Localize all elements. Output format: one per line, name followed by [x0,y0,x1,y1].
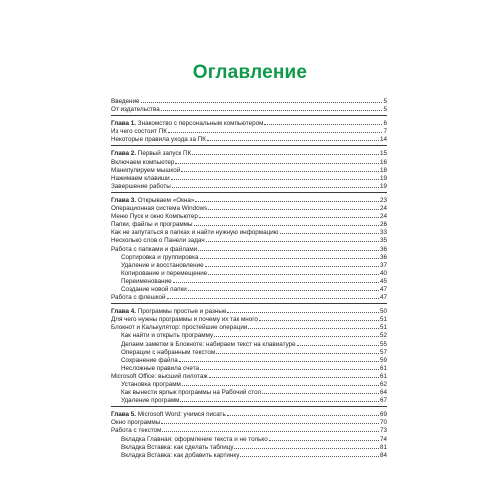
toc-chapter-row [111,307,387,315]
dot-leader [161,105,383,111]
page-number: 24 [379,205,387,213]
toc-entry-text: Окно программы [111,419,161,427]
toc-entry-label [111,183,171,191]
toc-entry-text: Нажимаем клавиши [111,174,170,182]
toc-chapter-row [111,410,387,418]
page-number: 50 [379,308,387,316]
toc-entry-label [111,136,206,144]
toc-entry-text: Блокнот и Калькулятор: простейшие операции [111,324,248,332]
page-number: 23 [379,196,387,204]
toc-entry-text: Несколько слов о Панели задач [111,237,205,245]
toc-entry-row [111,293,387,301]
dot-leader [280,228,379,234]
toc-entry-label [111,205,207,213]
toc-entry-row [111,212,387,220]
toc-chapter-row [111,119,387,127]
toc-chapter-row [111,149,387,157]
page-number: 33 [379,229,387,237]
page-number: 24 [379,213,387,221]
toc-entry-text: Создание новой папки [121,285,187,293]
chapter-number: Глава 5. [111,411,137,419]
page-number: 51 [379,316,387,324]
toc-entry-row [111,426,387,434]
toc-entry-text: От издательства [111,106,160,114]
toc-entry-text: Работа с папками и файлами [111,245,198,253]
chapter-number: Глава 3. [111,196,137,204]
page-number: 84 [379,451,387,459]
toc-entry-text: Работа с текстом [111,427,162,435]
toc-entry-row [111,253,387,261]
toc-entry-row [111,105,387,113]
dot-leader [172,182,379,188]
toc-entry-row [111,396,387,404]
toc-entry-text: Открываем «Окна» [136,196,195,204]
toc-section [111,97,387,113]
page-number: 5 [383,98,387,105]
page-number: 57 [379,348,387,356]
toc-section [111,406,387,459]
page-number: 64 [379,389,387,397]
toc-entry-text: Делаем заметки в Блокноте: набираем текст на клавиатуре [121,340,296,348]
table-of-contents [111,97,387,459]
dot-leader [227,410,379,416]
dot-leader [207,135,379,141]
dot-leader [181,166,379,172]
toc-entry-label [111,308,226,316]
toc-entry-row [111,418,387,426]
page-number: 55 [379,340,387,348]
toc-section [111,192,387,301]
dot-leader [206,236,379,242]
dot-leader [182,380,379,386]
page-number: 19 [379,182,387,190]
toc-entry-text: Операции с набранным текстом [121,348,216,356]
dot-leader [200,253,379,259]
page-number: 16 [379,158,387,166]
toc-entry-text: Установка программ [121,381,181,388]
toc-entry-text: Как найти и открыть программу [121,332,214,340]
dot-leader [179,356,379,362]
toc-entry-text: Завершение работы [111,182,171,190]
toc-entry-label [111,254,199,262]
toc-entry-text: Копирование и перемещение [121,269,208,277]
page-number: 26 [379,221,387,229]
toc-entry-row [111,261,387,269]
dot-leader [199,212,379,218]
toc-entry-text: Программы простые и разные [136,308,227,316]
toc-entry-row [111,204,387,212]
page-number: 74 [379,435,387,443]
page-number: 62 [379,381,387,388]
toc-entry-row [111,372,387,380]
toc-entry-text: Включаем компьютер [111,158,175,166]
dot-leader [200,364,379,370]
page-number: 81 [379,443,387,451]
toc-entry-text: Microsoft Word: учимся писать [136,411,226,419]
page-number: 47 [379,285,387,293]
page-number: 15 [379,150,387,158]
toc-entry-text: Введение [111,98,140,105]
page-number: 37 [379,261,387,269]
dot-leader [188,285,379,291]
page-number: 59 [379,356,387,364]
toc-entry-label [111,365,199,373]
toc-entry-label [111,332,213,340]
dot-leader [192,149,379,155]
page-number: 61 [379,372,387,380]
toc-entry-label [111,278,172,286]
dot-leader [205,261,379,267]
toc-entry-row [111,220,387,228]
dot-leader [168,127,383,133]
toc-entry-label [111,213,198,221]
toc-entry-row [111,277,387,285]
page-number: 35 [379,237,387,245]
toc-entry-row [111,285,387,293]
dot-leader [240,451,379,457]
dot-leader [214,331,379,337]
toc-entry-row [111,364,387,372]
toc-entry-row [111,331,387,339]
toc-entry-label [111,294,166,302]
toc-entry-label [111,357,178,365]
toc-entry-label [111,452,239,460]
dot-leader [198,245,379,251]
page-number: 67 [379,397,387,405]
toc-entry-text: Операционная система Windows [111,205,208,213]
toc-entry-row [111,236,387,244]
toc-entry-label [111,397,179,405]
toc-entry-row [111,228,387,236]
toc-entry-label [111,444,233,452]
toc-entry-row [111,166,387,174]
toc-entry-row [111,269,387,277]
dot-leader [297,340,379,346]
dot-leader [141,97,383,103]
toc-entry-row [111,174,387,182]
page-number: 14 [379,136,387,144]
dot-leader [259,315,379,321]
dot-leader [234,443,379,449]
page-number: 36 [379,245,387,253]
page-number: 19 [379,174,387,182]
toc-entry-row [111,245,387,253]
toc-entry-row [111,443,387,451]
toc-chapter-row [111,196,387,204]
page-number: 70 [379,419,387,427]
toc-entry-text: Вкладка Главная: оформление текста и не только [121,435,268,443]
toc-entry-row [111,315,387,323]
toc-entry-label [111,427,161,435]
toc-entry-row [111,340,387,348]
dot-leader [194,220,379,226]
toc-entry-label [111,237,205,245]
page-number: 69 [379,411,387,419]
toc-entry-text: Удаление программ [121,397,180,405]
toc-entry-label [111,106,160,114]
dot-leader [162,426,379,432]
chapter-number: Глава 1. [111,120,137,128]
page-number: 36 [379,253,387,261]
page-number: 6 [383,120,387,128]
page-number: 61 [379,364,387,372]
toc-entry-label [111,197,194,205]
dot-leader [195,196,379,202]
dot-leader [208,269,379,275]
page-number: 52 [379,332,387,340]
toc-entry-text: Как не запутаться в папках и найти нужную информацию [111,229,279,237]
toc-entry-row [111,135,387,143]
toc-entry-row [111,97,387,105]
toc-entry-label [111,246,197,254]
toc-entry-text: Сортировка и группировка [121,253,199,261]
dot-leader [173,277,379,283]
toc-entry-text: Для чего нужны программы и почему их так много [111,316,258,324]
toc-entry-label [111,175,170,183]
dot-leader [175,158,379,164]
page-number: 45 [379,277,387,285]
dot-leader [227,307,379,313]
toc-entry-label [111,262,204,270]
toc-entry-text: Несложные правила счета [121,364,200,372]
page-number: 47 [379,294,387,302]
toc-entry-text: Microsoft Office: высший пилотаж [111,372,208,380]
dot-leader [264,119,382,125]
toc-entry-row [111,435,387,443]
toc-entry-text: Знакомство с персональным компьютером [136,120,264,128]
toc-entry-row [111,380,387,388]
dot-leader [180,396,379,402]
dot-leader [167,293,379,299]
toc-entry-text: Удаление и восстановление [121,261,204,269]
dot-leader [208,204,379,210]
toc-entry-row [111,182,387,190]
page-number: 7 [383,128,387,136]
page-title: Оглавление [192,62,308,83]
toc-entry-label [111,128,167,136]
page-number: 40 [379,269,387,277]
page-number: 51 [379,324,387,332]
page-number: 5 [383,106,387,114]
toc-entry-row [111,348,387,356]
dot-leader [209,372,379,378]
toc-entry-row [111,451,387,459]
toc-entry-row [111,158,387,166]
toc-entry-text: Папки, файлы и программы [111,221,193,229]
dot-leader [171,174,379,180]
toc-entry-text: Вкладка Вставка: как сделать таблицу [121,443,234,451]
toc-entry-row [111,127,387,135]
toc-entry-text: Вкладка Вставка: как добавить картинку [121,451,240,459]
toc-entry-text: Переименование [121,277,172,285]
dot-leader [269,435,379,441]
toc-entry-row [111,388,387,396]
dot-leader [216,348,379,354]
toc-entry-label [111,381,181,389]
toc-entry-text: Из чего состоит ПК [111,128,167,136]
chapter-number: Глава 4. [111,308,137,316]
dot-leader [248,323,379,329]
toc-entry-text: Первый запуск ПК [136,150,192,158]
toc-section [111,145,387,189]
toc-section [111,303,387,404]
dot-leader [262,388,379,394]
toc-entry-row [111,356,387,364]
toc-entry-text: Некоторые правила ухода за ПК [111,136,206,144]
toc-entry-text: Работа с флешкой [111,294,166,302]
toc-entry-text: Манипулируем мышкой [111,166,181,174]
toc-entry-label [111,98,140,106]
toc-entry-row [111,323,387,331]
toc-section [111,115,387,143]
toc-entry-text: Как вынести ярлык программы на Рабочий стол [121,389,262,397]
page-number: 73 [379,427,387,435]
page-number: 18 [379,166,387,174]
toc-entry-text: Меню Пуск и окно Компьютер [111,213,198,221]
chapter-number: Глава 2. [111,150,137,158]
toc-entry-label [111,159,174,167]
toc-entry-text: Сохранение файла [121,356,178,364]
dot-leader [161,418,379,424]
